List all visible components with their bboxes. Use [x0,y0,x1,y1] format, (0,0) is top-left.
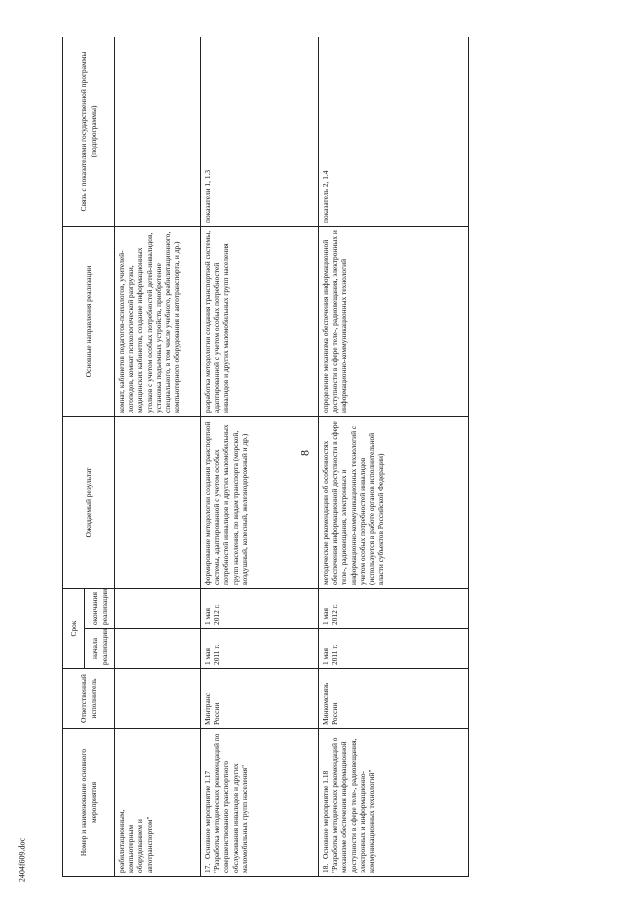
cell-link: показатель 2, 1.4 [319,37,469,226]
cell-result: методические рекомендации об особенностях обеспечения информационной доступности в сфере теле-, радиовещания, электронных и информационно-коммуникационных технологий с учетом особых потребностей инвалидов (используется в работе органов исполнительной власти субъектов Российской Федерации) [319,416,469,588]
cell-end: 1 мая 2012 г. [319,588,469,628]
cell-name: реабилитационным, компьютерным оборудованием и автотранспортом" [115,729,201,877]
header-result: Ожидаемый результат [63,416,115,588]
cell-link: показатели 1, 1.3 [201,37,319,226]
header-term-end: окончания реализации [85,588,115,628]
header-term-start: начала реализации [85,629,115,669]
document-sheet [62,37,622,877]
header-num-name: Номер и наименование основного мероприятия [63,729,115,877]
cell-responsible: Минтранс России [201,669,319,729]
file-footer: 2404f609.doc [17,837,27,883]
row-number: 17. [203,863,212,873]
row-name: Основное мероприятие 1.18 "Разработка методических рекомендаций о механизме обеспечения информационной доступности в сфере теле-, радиовещания, электронных и информационно-коммуникационных технологий" [321,737,377,873]
cell-directions: разработка методологии создания транспортной системы, адаптированной с учетом особых потребностей инвалидов и других маломобильных групп населения [201,226,319,416]
cell-name [201,729,319,877]
cell-start [115,629,201,669]
table-row [201,37,319,877]
header-term: Срок [63,588,85,668]
table-row-continuation [115,37,201,877]
table-row [319,37,469,877]
cell-result: формирование методологии создания транспортной системы, адаптированной с учетом особых потребностей инвалидов и других маломобильных групп населения, по видам транспорта (морской, воздушный, колесный, железнодорожный и др.) [201,416,319,588]
program-table [62,37,469,877]
cell-end: 1 мая 2012 г. [201,588,319,628]
rotated-table-wrapper [62,37,622,877]
header-responsible: Ответственный исполнитель [63,669,115,729]
cell-start: 1 мая 2011 г. [201,629,319,669]
row-name: Основное мероприятие 1.17 "Разработка методических рекомендаций по совершенствованию транспортного обслуживания инвалидов и других маломобильных групп населения" [203,733,249,873]
row-number: 18. [321,863,330,873]
cell-responsible [115,669,201,729]
cell-name [319,729,469,877]
cell-result [115,416,201,588]
cell-directions: комнат, кабинетов педагогов-психологов, учителей-логопедов, комнат психологической разгрузки, медицинских кабинетов, создание информационных уголков с учетом особых потребностей детей-инвалидов, установка подъемных устройств, приобретение специального, в том числе учебного, реабилитационного, компьютерного оборудования и автотранспорта, и др.) [115,226,201,416]
header-link: Связь с показателями государственной программы (подпрограммы) [63,37,115,226]
page-number: 8 [297,450,312,456]
header-row-1 [63,37,85,877]
cell-responsible: Минкомсвязь России [319,669,469,729]
cell-end [115,588,201,628]
cell-link [115,37,201,226]
cell-directions: определение механизма обеспечения информационной доступности в сфере теле-, радиовещания, электронных и информационно-коммуникационных технологий [319,226,469,416]
cell-start: 1 мая 2011 г. [319,629,469,669]
header-directions: Основные направления реализации [63,226,115,416]
